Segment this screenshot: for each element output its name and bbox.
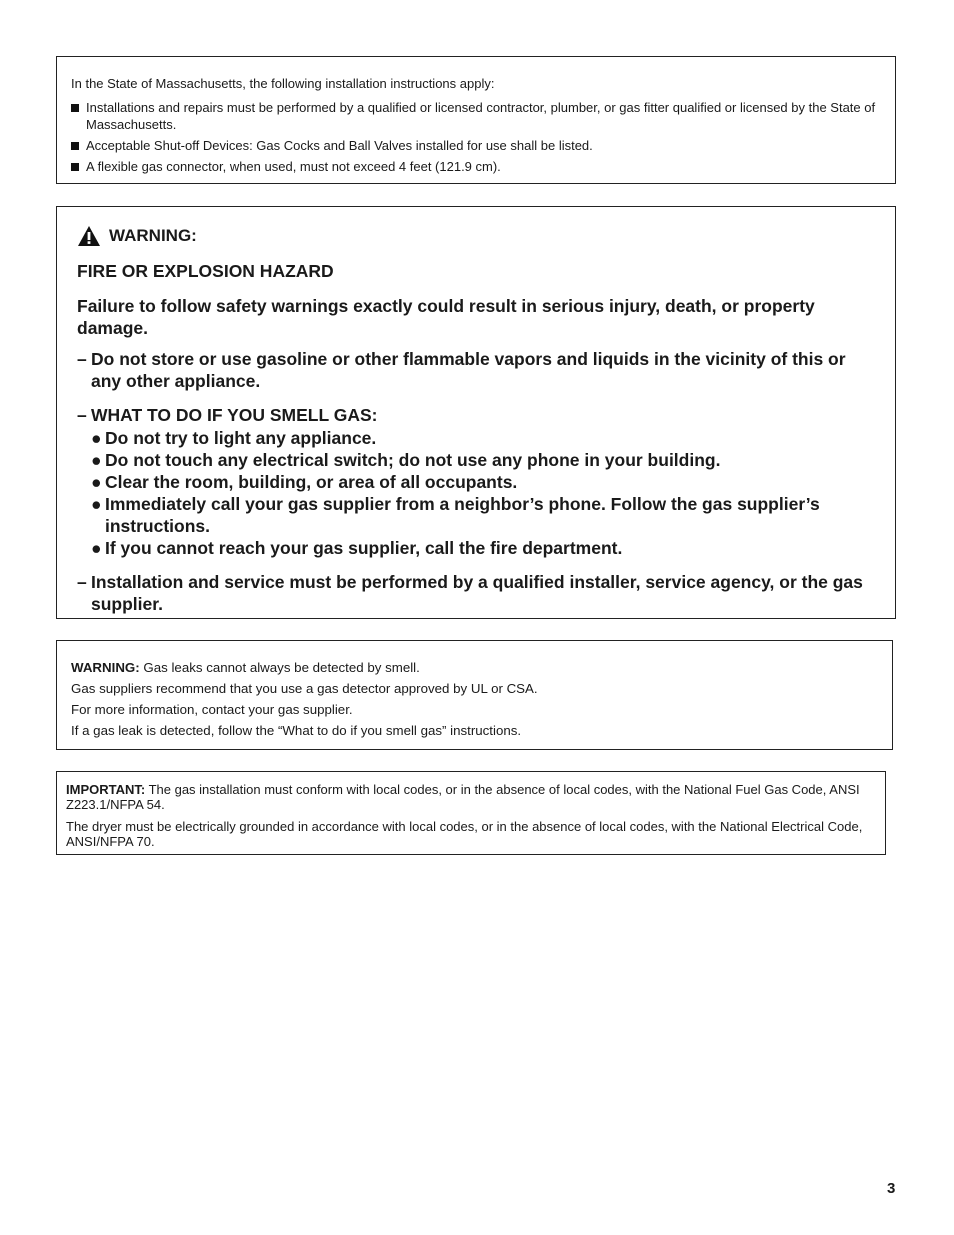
list-item: Acceptable Shut-off Devices: Gas Cocks and Ball Valves installed for use shall be listed.: [71, 137, 881, 154]
leak-line: Gas suppliers recommend that you use a gas detector approved by UL or CSA.: [71, 681, 538, 696]
massachusetts-notice-box: [56, 56, 896, 184]
dash-marker: –: [77, 572, 87, 592]
warning-header: [77, 225, 875, 247]
massachusetts-intro: In the State of Massachusetts, the following installation instructions apply:: [71, 76, 495, 91]
bullet-dot-icon: ●: [91, 472, 102, 492]
leak-line: WARNING: Gas leaks cannot always be detected by smell.: [71, 660, 420, 675]
list-item: ● If you cannot reach your gas supplier, call the fire department.: [91, 538, 623, 558]
leak-warning-label: WARNING:: [71, 660, 140, 675]
warning-label: WARNING:: [109, 226, 197, 245]
list-item: Installations and repairs must be performed by a qualified or licensed contractor, plumber, or gas fitter qualified or licensed by the State of Massachusetts.: [71, 99, 881, 133]
important-notice-box: [56, 771, 886, 855]
important-paragraph: IMPORTANT: The gas installation must conform with local codes, or in the absence of local codes, with the National Fuel Gas Code, ANSI Z223.1/NFPA 54.: [66, 782, 860, 812]
list-item: ● Do not try to light any appliance.: [91, 428, 377, 448]
bullet-dot-icon: ●: [91, 538, 102, 558]
leak-line: For more information, contact your gas supplier.: [71, 702, 353, 717]
dash-marker: –: [77, 405, 87, 425]
dash-item: [77, 404, 875, 559]
bullet-dot-icon: ●: [91, 428, 102, 448]
smell-gas-title: WHAT TO DO IF YOU SMELL GAS:: [91, 405, 378, 425]
gas-leak-warning-box: [56, 640, 893, 750]
dash-item: – Do not store or use gasoline or other flammable vapors and liquids in the vicinity of this or any other appliance.: [77, 349, 846, 391]
square-bullet-icon: [71, 163, 79, 171]
square-bullet-icon: [71, 104, 79, 112]
massachusetts-list: [71, 99, 881, 175]
dash-item: – Installation and service must be performed by a qualified installer, service agency, or the gas supplier.: [77, 572, 863, 614]
bullet-dot-icon: ●: [91, 494, 102, 514]
list-item: ● Clear the room, building, or area of all occupants.: [91, 472, 518, 492]
grounding-paragraph: The dryer must be electrically grounded in accordance with local codes, or in the absence of local codes, with the National Electrical Code, ANSI/NFPA 70.: [66, 819, 863, 849]
bullet-dot-icon: ●: [91, 450, 102, 470]
fire-hazard-warning-box: [56, 206, 896, 619]
warning-triangle-icon: [77, 225, 101, 247]
dash-marker: –: [77, 349, 87, 369]
list-item: A flexible gas connector, when used, must not exceed 4 feet (121.9 cm).: [71, 158, 881, 175]
list-item: ● Do not touch any electrical switch; do not use any phone in your building.: [91, 450, 721, 470]
page-number: 3: [887, 1180, 896, 1197]
list-item: ● Immediately call your gas supplier from a neighbor’s phone. Follow the gas supplier’s instructions.: [91, 494, 820, 536]
failure-statement: Failure to follow safety warnings exactly could result in serious injury, death, or property damage.: [77, 296, 815, 338]
important-label: IMPORTANT:: [66, 782, 146, 797]
leak-line: If a gas leak is detected, follow the “What to do if you smell gas” instructions.: [71, 723, 522, 738]
smell-gas-list: [91, 427, 875, 559]
square-bullet-icon: [71, 142, 79, 150]
hazard-title: FIRE OR EXPLOSION HAZARD: [77, 261, 334, 281]
